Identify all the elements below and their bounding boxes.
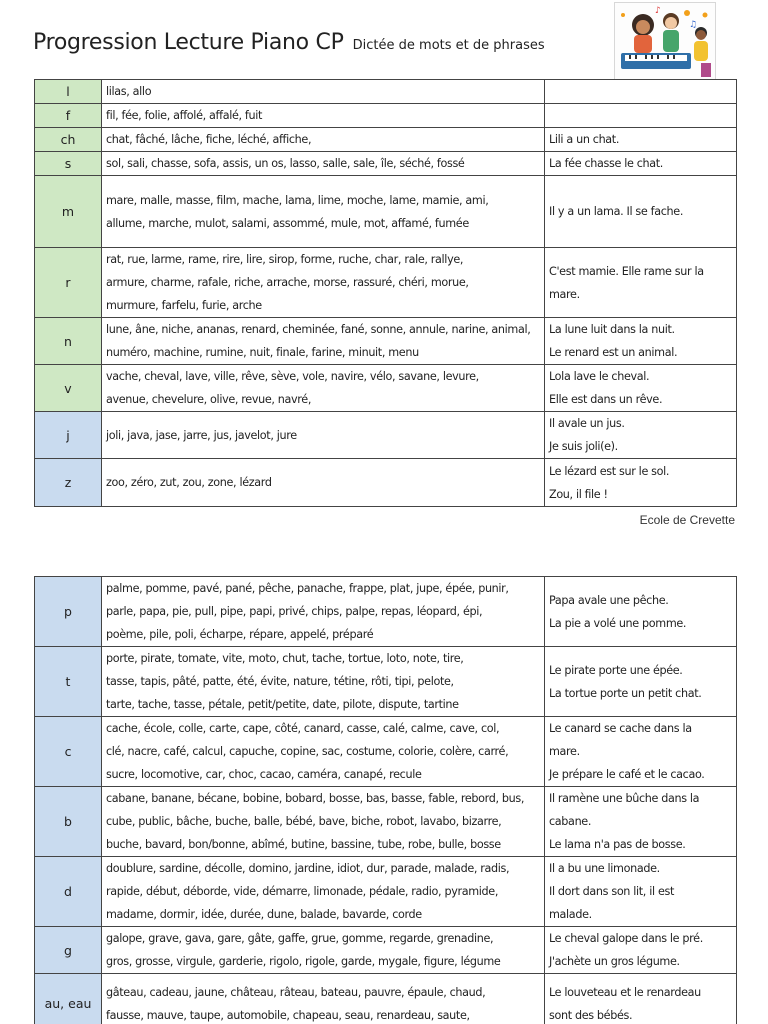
word-line: doublure, sardine, décolle, domino, jardine, idiot, dur, parade, malade, radis, [106, 862, 510, 875]
sentence-cell [545, 412, 737, 459]
sentence-cell [545, 248, 737, 318]
svg-text:♪: ♪ [655, 6, 661, 16]
sentence-line: Elle est dans un rêve. [549, 393, 663, 406]
words-cell [102, 80, 545, 104]
progression-table-1 [34, 79, 737, 507]
table-row [35, 857, 737, 927]
word-line: gros, grosse, virgule, garderie, rigolo, rigole, garde, mygale, figure, légume [106, 955, 501, 968]
table-row [35, 577, 737, 647]
word-line: zoo, zéro, zut, zou, zone, lézard [106, 476, 272, 489]
table-row [35, 717, 737, 787]
sentence-line: Le lézard est sur le sol. [549, 464, 670, 478]
table-row [35, 647, 737, 717]
word-line: armure, charme, rafale, riche, arrache, morse, rassuré, chéri, morue, [106, 276, 469, 289]
words-cell [102, 717, 545, 787]
word-line: lune, âne, niche, ananas, renard, cheminée, fané, sonne, annule, narine, animal, [106, 323, 531, 336]
word-line: buche, bavard, bon/bonne, abîmé, butine, bassine, tube, robe, bulle, bosse [106, 838, 501, 851]
sentence-line: Il ramène une bûche dans la [549, 792, 700, 805]
sound-cell: au, eau [35, 974, 102, 1024]
table-row [35, 787, 737, 857]
sound-cell: j [35, 412, 102, 459]
sentence-cell [545, 647, 737, 717]
word-line: murmure, farfelu, furie, arche [106, 299, 262, 312]
word-line: porte, pirate, tomate, vite, moto, chut, tache, tortue, loto, note, tire, [106, 652, 464, 665]
sentence-line: Papa avale une pêche. [549, 593, 669, 607]
words-cell [102, 318, 545, 365]
sentence-line: Le lama n'a pas de bosse. [549, 838, 686, 851]
sentence-line: Le canard se cache dans la [549, 722, 692, 735]
table-row [35, 248, 737, 318]
sound-cell: n [35, 318, 102, 365]
svg-text:♫: ♫ [689, 20, 698, 30]
words-cell [102, 927, 545, 974]
table-row [35, 927, 737, 974]
sentence-line: Il dort dans son lit, il est [549, 885, 674, 898]
sentence-cell [545, 717, 737, 787]
words-cell [102, 647, 545, 717]
sentence-line: mare. [549, 745, 580, 758]
word-line: palme, pomme, pavé, pané, pêche, panache, frappe, plat, jupe, épée, punir, [106, 582, 509, 595]
sound-cell: d [35, 857, 102, 927]
word-line: lilas, allo [106, 85, 152, 98]
sentence-cell [545, 974, 737, 1024]
sound-cell: ch [35, 128, 102, 152]
sentence-line: cabane. [549, 815, 592, 828]
word-line: cabane, banane, bécane, bobine, bobard, bosse, bas, basse, fable, rebord, bus, [106, 792, 525, 805]
sound-cell: s [35, 152, 102, 176]
words-cell [102, 365, 545, 412]
word-line: tasse, tapis, pâté, patte, été, évite, nature, tétine, rôti, tipi, pelote, [106, 675, 454, 688]
progression-table-2 [34, 576, 737, 1024]
table-row [35, 365, 737, 412]
sentence-line: J'achète un gros légume. [549, 955, 680, 968]
children-piano-illustration [615, 3, 716, 80]
sentence-line: Le cheval galope dans le pré. [549, 932, 703, 945]
sentence-cell [545, 857, 737, 927]
word-line: tarte, tache, tasse, pétale, petit/petite, date, pilote, dispute, tartine [106, 698, 459, 711]
sentence-line: Il a bu une limonade. [549, 862, 660, 875]
sentence-line: sont des bébés. [549, 1008, 633, 1022]
sentence-cell [545, 104, 737, 128]
words-cell [102, 104, 545, 128]
sound-cell: c [35, 717, 102, 787]
words-cell [102, 176, 545, 248]
table-row [35, 128, 737, 152]
sentence-line: Lola lave le cheval. [549, 370, 650, 383]
word-line: sucre, locomotive, car, choc, cacao, caméra, canapé, recule [106, 768, 422, 781]
word-line: fausse, mauve, taupe, automobile, chapeau, seau, renardeau, saute, [106, 1008, 470, 1022]
word-line: gâteau, cadeau, jaune, château, râteau, bateau, pauvre, épaule, chaud, [106, 985, 486, 999]
word-line: vache, cheval, lave, ville, rêve, sève, vole, navire, vélo, savane, levure, [106, 370, 479, 383]
sentence-line: Zou, il file ! [549, 487, 608, 501]
table-row [35, 318, 737, 365]
sound-cell: f [35, 104, 102, 128]
sentence-line: mare. [549, 287, 580, 301]
word-line: fil, fée, folie, affolé, affalé, fuit [106, 109, 263, 122]
sound-cell: m [35, 176, 102, 248]
words-cell [102, 459, 545, 507]
word-line: parle, papa, pie, pull, pipe, papi, privé, chips, palpe, repas, léopard, épi, [106, 605, 483, 618]
sound-cell: l [35, 80, 102, 104]
title-subtitle: Dictée de mots et de phrases [352, 38, 545, 53]
sentence-line: Le louveteau et le renardeau [549, 985, 701, 999]
table-row [35, 176, 737, 248]
word-line: poème, pile, poli, écharpe, répare, appelé, préparé [106, 628, 374, 641]
word-line: sol, sali, chasse, sofa, assis, un os, lasso, salle, sale, île, séché, fossé [106, 157, 465, 170]
word-line: clé, nacre, café, calcul, capuche, copine, sac, costume, colorie, colère, carré, [106, 745, 509, 758]
word-line: rapide, début, déborde, vide, démarre, limonade, pédale, radio, pyramide, [106, 885, 499, 898]
word-line: madame, dormir, idée, durée, dune, balade, bavarde, corde [106, 908, 422, 921]
sentence-cell [545, 459, 737, 507]
sentence-line: Le renard est un animal. [549, 346, 678, 359]
sentence-cell [545, 128, 737, 152]
word-line: galope, grave, gava, gare, gâte, gaffe, grue, gomme, regarde, grenadine, [106, 932, 494, 945]
sound-cell: t [35, 647, 102, 717]
sound-cell: p [35, 577, 102, 647]
sentence-line: La pie a volé une pomme. [549, 616, 687, 630]
word-line: numéro, machine, rumine, nuit, finale, farine, minuit, menu [106, 346, 419, 359]
sentence-line: malade. [549, 908, 592, 921]
words-cell [102, 787, 545, 857]
sentence-cell [545, 787, 737, 857]
sound-cell: g [35, 927, 102, 974]
sentence-cell [545, 80, 737, 104]
illustration-image [614, 2, 716, 80]
word-line: avenue, chevelure, olive, revue, navré, [106, 393, 312, 406]
sentence-line: Il y a un lama. Il se fache. [549, 205, 684, 218]
sentence-line: La lune luit dans la nuit. [549, 323, 675, 336]
school-name: Ecole de Crevette [639, 513, 735, 527]
words-cell [102, 128, 545, 152]
words-cell [102, 248, 545, 318]
sound-cell: z [35, 459, 102, 507]
sentence-cell [545, 152, 737, 176]
sound-cell: v [35, 365, 102, 412]
page-title [33, 30, 545, 55]
table-row [35, 152, 737, 176]
table-row [35, 104, 737, 128]
words-cell [102, 577, 545, 647]
sentence-line: Il avale un jus. [549, 417, 625, 430]
sentence-cell [545, 577, 737, 647]
sentence-cell [545, 365, 737, 412]
table-row [35, 459, 737, 507]
words-cell [102, 974, 545, 1024]
sentence-line: C'est mamie. Elle rame sur la [549, 264, 704, 278]
table-row [35, 974, 737, 1024]
word-line: joli, java, jase, jarre, jus, javelot, jure [106, 428, 297, 442]
table-row [35, 412, 737, 459]
words-cell [102, 152, 545, 176]
word-line: chat, fâché, lâche, fiche, léché, affiche, [106, 133, 312, 146]
word-line: cube, public, bâche, buche, balle, bébé, bave, biche, robot, lavabo, bizarre, [106, 815, 502, 828]
sentence-line: Le pirate porte une épée. [549, 663, 683, 677]
words-cell [102, 412, 545, 459]
word-line: cache, école, colle, carte, cape, côté, canard, casse, calé, calme, cave, col, [106, 722, 500, 735]
table-row [35, 80, 737, 104]
sentence-line: Je suis joli(e). [549, 440, 618, 453]
sentence-line: Je prépare le café et le cacao. [549, 768, 705, 781]
sound-cell: b [35, 787, 102, 857]
sentence-line: La tortue porte un petit chat. [549, 686, 702, 700]
sound-cell: r [35, 248, 102, 318]
words-cell [102, 857, 545, 927]
sentence-line: La fée chasse le chat. [549, 157, 663, 170]
title-main: Progression Lecture Piano CP [33, 30, 344, 55]
sentence-cell [545, 318, 737, 365]
sentence-cell [545, 176, 737, 248]
word-line: allume, marche, mulot, salami, assommé, mule, mot, affamé, fumée [106, 216, 469, 230]
sentence-cell [545, 927, 737, 974]
word-line: mare, malle, masse, film, mache, lama, lime, moche, lame, mamie, ami, [106, 193, 489, 207]
word-line: rat, rue, larme, rame, rire, lire, sirop, forme, ruche, char, rale, rallye, [106, 253, 464, 266]
sentence-line: Lili a un chat. [549, 133, 620, 146]
